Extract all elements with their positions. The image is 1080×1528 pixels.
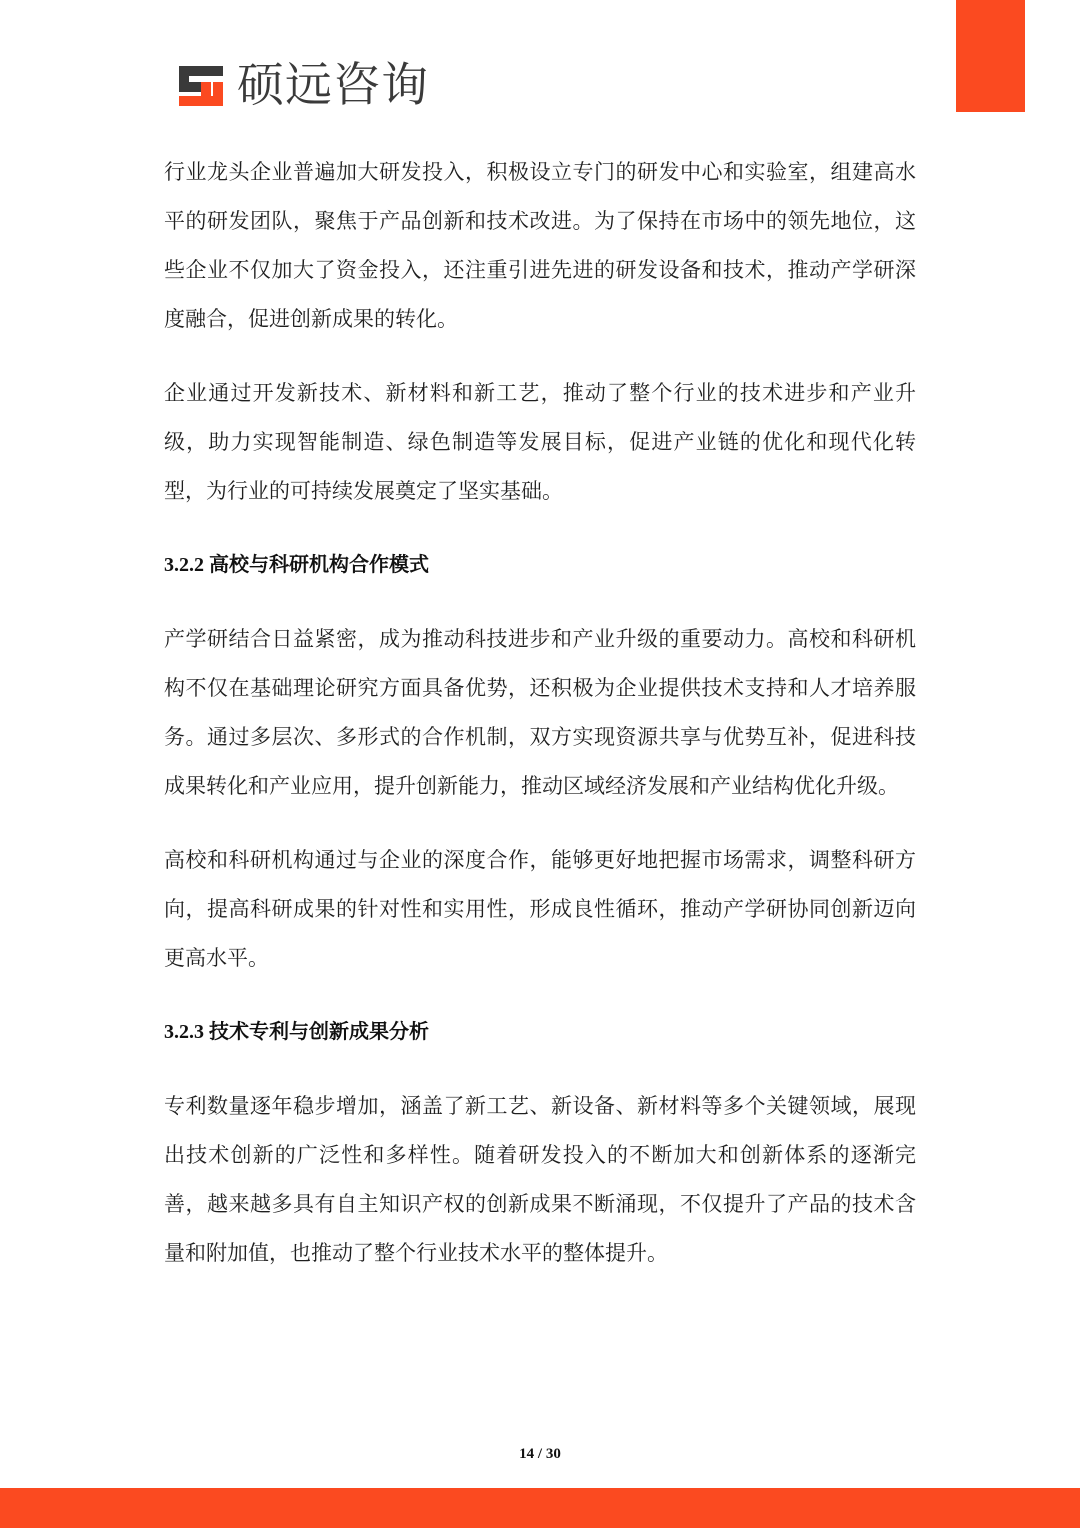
footer-accent-bar — [0, 1488, 1080, 1528]
paragraph: 行业龙头企业普遍加大研发投入，积极设立专门的研发中心和实验室，组建高水平的研发团队，聚焦于产品创新和技术改进。为了保持在市场中的领先地位，这些企业不仅加大了资金投入，还注重引进先进的研发设备和技术，推动产学研深度融合，促进创新成果的转化。 — [164, 160, 916, 331]
paragraph: 产学研结合日益紧密，成为推动科技进步和产业升级的重要动力。高校和科研机构不仅在基础理论研究方面具备优势，还积极为企业提供技术支持和人才培养服务。通过多层次、多形式的合作机制，双方实现资源共享与优势互补，促进科技成果转化和产业应用，提升创新能力，推动区域经济发展和产业结构优化升级。 — [164, 627, 916, 798]
corner-accent-tab — [956, 0, 1025, 112]
paragraph: 专利数量逐年稳步增加，涵盖了新工艺、新设备、新材料等多个关键领域，展现出技术创新的广泛性和多样性。随着研发投入的不断加大和创新体系的逐渐完善，越来越多具有自主知识产权的创新成果不断涌现，不仅提升了产品的技术含量和附加值，也推动了整个行业技术水平的整体提升。 — [164, 1094, 916, 1265]
paragraph: 企业通过开发新技术、新材料和新工艺，推动了整个行业的技术进步和产业升级，助力实现智能制造、绿色制造等发展目标，促进产业链的优化和现代化转型，为行业的可持续发展奠定了坚实基础。 — [164, 381, 916, 503]
section-heading: 3.2.2 高校与科研机构合作模式 — [164, 554, 429, 576]
logo-mark-icon — [177, 62, 225, 110]
section-heading: 3.2.3 技术专利与创新成果分析 — [164, 1021, 429, 1043]
page-number: 14 / 30 — [519, 1446, 561, 1462]
document-body — [164, 148, 916, 1278]
company-logo — [177, 60, 429, 112]
logo-text: 硕远咨询 — [237, 58, 429, 113]
paragraph: 高校和科研机构通过与企业的深度合作，能够更好地把握市场需求，调整科研方向，提高科研成果的针对性和实用性，形成良性循环，推动产学研协同创新迈向更高水平。 — [164, 848, 916, 970]
